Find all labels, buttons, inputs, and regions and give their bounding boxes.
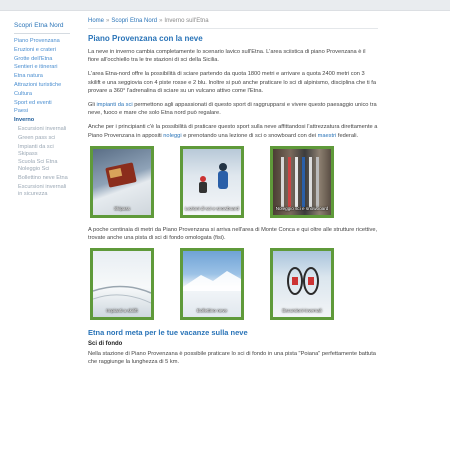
sidebar-item[interactable]: Inverno — [14, 117, 35, 124]
ski-lifts-link[interactable]: impianti da sci — [96, 102, 133, 109]
sidebar-list — [14, 38, 70, 198]
instructors-link[interactable]: maestri — [317, 132, 337, 139]
skipass-card[interactable] — [90, 146, 154, 218]
sidebar-item[interactable]: Bollettino neve Etna — [18, 175, 68, 182]
text: Gli — [88, 102, 95, 109]
main-content — [88, 18, 378, 373]
gallery-2 — [90, 248, 378, 320]
sidebar-title[interactable]: Scopri Etna Nord — [14, 22, 70, 34]
section-subtitle: Etna nord meta per le tue vacanze sulla neve — [88, 328, 248, 338]
sidebar-item[interactable]: Grotte dell'Etna — [14, 55, 53, 62]
monte-conca-paragraph: A poche centinaia di metri da Piano Provenzana si arriva nell'area di Monte Conca e qui oltre alle strutture ricettive, trovate anche una pista di sci di fondo omologata (fisi). — [88, 226, 378, 242]
top-navigation-bar — [0, 0, 450, 11]
text: permettono agli appassionati di questo sport di raggrupparsi e vivere questo paesaggio unico tra neve, fuoco e mare che solo Etna nord può regalare. — [88, 102, 377, 117]
cross-country-paragraph: Nella stazione di Piano Provenzana è possibile praticare lo sci di fondo in una pista "Poiana" perfettamente battuta che raggiunge la lunghezza di 5 km. — [88, 351, 376, 366]
snow-report-card[interactable] — [180, 248, 244, 320]
breadcrumb-parent[interactable]: Scopri Etna Nord — [111, 18, 158, 24]
sidebar-item[interactable]: Escursioni invernali — [18, 125, 67, 132]
sidebar — [14, 22, 70, 200]
sidebar-item[interactable]: Impianti da sci Skipass — [18, 143, 54, 157]
ski-lessons-card[interactable] — [180, 146, 244, 218]
sidebar-item[interactable]: Paesi — [14, 108, 28, 115]
sidebar-item[interactable]: Attrazioni turistiche — [14, 81, 62, 88]
sidebar-item[interactable]: Piano Provenzana — [14, 38, 60, 44]
text: federali. — [337, 132, 359, 139]
sidebar-item[interactable]: Etna natura — [14, 73, 43, 80]
gallery-1 — [90, 146, 378, 218]
intro-paragraph: La neve in inverno cambia completamente lo scenario lavico sull'Etna. L'area sciistica di piano Provenzana è il fiore all'occhiello tra le tre stazioni di sci della Sicilia. — [88, 49, 366, 64]
breadcrumb-current: Inverno sull'Etna — [164, 18, 209, 24]
sidebar-item[interactable]: Sentieri e itinerari — [14, 64, 58, 71]
breadcrumb-home[interactable]: Home — [88, 18, 105, 24]
section-heading: Sci di fondo — [88, 341, 123, 348]
breadcrumb-separator: » — [159, 18, 163, 24]
ski-rental-caption: Noleggio sci e snowboard — [275, 205, 329, 211]
sidebar-item[interactable]: Green pass sci — [18, 134, 56, 141]
sidebar-item[interactable]: Cultura — [14, 90, 33, 97]
text: Anche per i principianti c'è la possibilità di praticare questo sport sulla neve affittandosi l'attrezzatura direttamente a Piano Provenzana in appositi — [88, 124, 378, 139]
skipass-caption: Skipass — [113, 205, 131, 211]
snow-report-caption: Bollettino neve — [196, 308, 228, 314]
ski-area-paragraph: L'area Etna-nord offre la possibilità di sciare partendo da quota 1800 metri e arrivare a quota 2400 metri con 3 skilift e una seggiovia con 4 piste rosse e 2 blu. Inoltre si può anche praticare lo sci di alpinismo, disciplina che ti fa provare a 360° l'adrenalina di sciare su un vulcano attivo come l'Etna. — [88, 71, 377, 94]
skilift-caption: Impianti a skilift — [106, 308, 138, 314]
ski-lessons-caption: Lezioni di sci e snowboard — [185, 205, 239, 211]
sidebar-item[interactable]: Scuola Sci Etna Noleggio Sci — [18, 159, 58, 173]
sidebar-item[interactable]: Eruzioni e crateri — [14, 46, 56, 53]
breadcrumb-separator: » — [106, 18, 110, 24]
lifts-paragraph — [88, 101, 378, 117]
skilift-card[interactable] — [90, 248, 154, 320]
sidebar-item[interactable]: Escursioni invernali in sicurezza — [18, 183, 67, 197]
page-title: Piano Provenzana con la neve — [88, 34, 203, 43]
text: e prenotando una lezione di sci o snowboard con dei — [183, 132, 317, 139]
sidebar-item[interactable]: Sport ed eventi — [14, 99, 52, 106]
ski-rental-card[interactable] — [270, 146, 334, 218]
winter-excursions-caption: Escursioni invernali — [282, 308, 322, 314]
rental-link[interactable]: noleggi — [163, 132, 182, 139]
breadcrumb — [88, 18, 378, 29]
winter-excursions-card[interactable] — [270, 248, 334, 320]
beginners-paragraph — [88, 123, 378, 139]
